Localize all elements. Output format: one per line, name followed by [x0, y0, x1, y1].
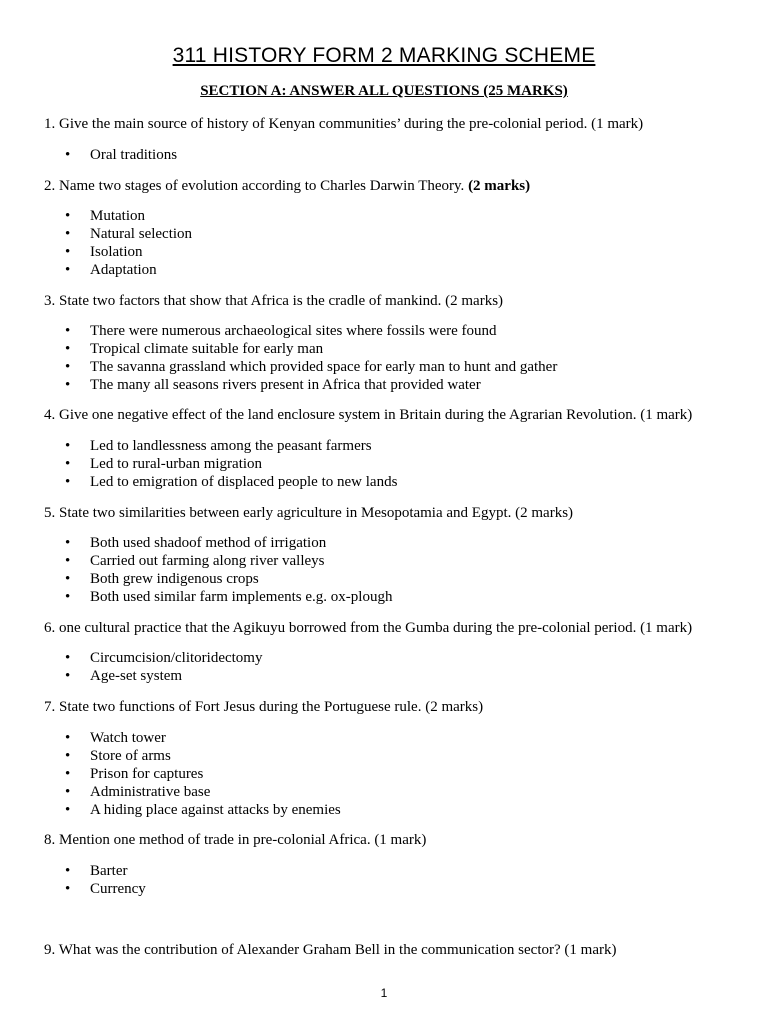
answer-item: • Led to rural-urban migration	[0, 455, 397, 473]
answer-item: • Currency	[0, 880, 146, 898]
answer-item: • Barter	[0, 862, 146, 880]
answer-list-1	[0, 146, 177, 164]
question-text: 3. State two factors that show that Africa is the cradle of mankind. (2 marks)	[44, 293, 504, 309]
answer-item: • Mutation	[0, 207, 192, 225]
question-9	[44, 941, 616, 959]
question-text: 2. Name two stages of evolution according to Charles Darwin Theory.	[44, 178, 469, 194]
answer-list-6	[0, 649, 262, 685]
question-text: 5. State two similarities between early agriculture in Mesopotamia and Egypt. (2 marks)	[44, 505, 574, 521]
question-7	[44, 698, 483, 716]
question-8	[44, 831, 426, 849]
answer-item: • Circumcision/clitoridectomy	[0, 649, 262, 667]
document-title: 311 HISTORY FORM 2 MARKING SCHEME	[172, 44, 596, 67]
answer-list-8	[0, 862, 146, 898]
answer-item: • Store of arms	[0, 747, 341, 765]
section-heading: SECTION A: ANSWER ALL QUESTIONS (25 MARKS)	[200, 83, 568, 99]
answer-item: • The savanna grassland which provided space for early man to hunt and gather	[0, 358, 557, 376]
answer-list-5	[0, 534, 392, 606]
question-text: 1. Give the main source of history of Kenyan communities’ during the pre-colonial period. (1 mark)	[44, 116, 644, 132]
answer-item: • A hiding place against attacks by enemies	[0, 801, 341, 819]
answer-item: • Both used shadoof method of irrigation	[0, 534, 392, 552]
answer-item: • Isolation	[0, 243, 192, 261]
answer-item: • Both grew indigenous crops	[0, 570, 392, 588]
question-text: 9. What was the contribution of Alexander Graham Bell in the communication sector? (1 mark)	[44, 942, 617, 958]
answer-item: • Carried out farming along river valleys	[0, 552, 392, 570]
answer-item: • Adaptation	[0, 261, 192, 279]
page-number: 1	[380, 986, 388, 1000]
question-text: 4. Give one negative effect of the land enclosure system in Britain during the Agrarian Revolution. (1 mark)	[44, 407, 693, 423]
answer-list-3	[0, 322, 557, 394]
question-2	[44, 177, 530, 195]
question-text: 7. State two functions of Fort Jesus during the Portuguese rule. (2 marks)	[44, 699, 484, 715]
question-marks: (2 marks)	[468, 178, 531, 194]
answer-item: • Tropical climate suitable for early man	[0, 340, 557, 358]
answer-item: • Age-set system	[0, 667, 262, 685]
answer-item: • Both used similar farm implements e.g. ox-plough	[0, 588, 392, 606]
answer-item: • Natural selection	[0, 225, 192, 243]
question-text: 6. one cultural practice that the Agikuyu borrowed from the Gumba during the pre-colonial period. (1 mark)	[44, 620, 693, 636]
question-4	[44, 406, 692, 424]
question-6	[44, 619, 692, 637]
answer-item: • Prison for captures	[0, 765, 341, 783]
answer-list-7	[0, 729, 341, 819]
question-1	[44, 115, 643, 133]
answer-item: • The many all seasons rivers present in Africa that provided water	[0, 376, 557, 394]
answer-item: • Administrative base	[0, 783, 341, 801]
answer-item: • Led to landlessness among the peasant farmers	[0, 437, 397, 455]
answer-item: • Oral traditions	[0, 146, 177, 164]
answer-item: • Watch tower	[0, 729, 341, 747]
answer-list-2	[0, 207, 192, 279]
question-3	[44, 292, 503, 310]
question-text: 8. Mention one method of trade in pre-colonial Africa. (1 mark)	[44, 832, 427, 848]
answer-item: • There were numerous archaeological sites where fossils were found	[0, 322, 557, 340]
answer-item: • Led to emigration of displaced people to new lands	[0, 473, 397, 491]
answer-list-4	[0, 437, 397, 491]
question-5	[44, 504, 573, 522]
